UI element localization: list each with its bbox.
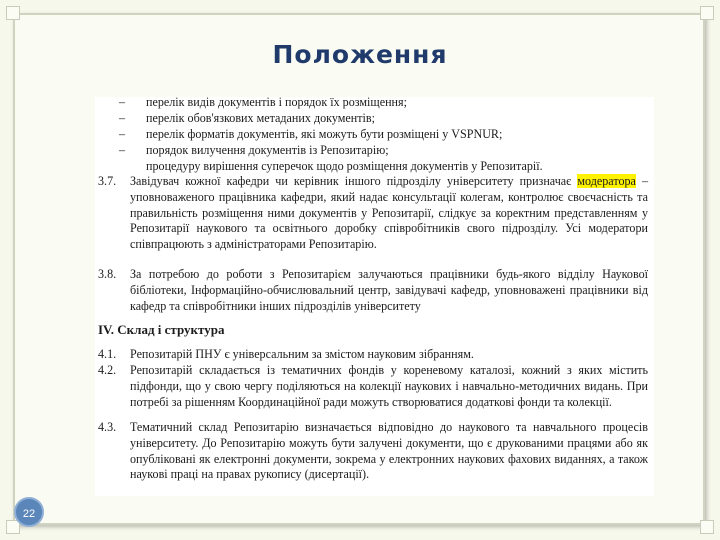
section-heading: IV. Склад і структура (98, 322, 225, 337)
paragraph-number: 4.3. (98, 420, 117, 434)
frame-corner-top-left (6, 6, 20, 20)
paragraph-number: 3.8. (98, 267, 117, 281)
frame-corner-top-right (700, 6, 714, 20)
paragraph-number: 3.7. (98, 174, 117, 188)
slide-title: Положення (272, 40, 448, 69)
paragraph-number: 4.2. (98, 363, 117, 377)
frame-corner-bottom-right (700, 520, 714, 534)
page-number-badge: 22 (14, 497, 44, 527)
paragraph-3-7: Завідувач кожної кафедри чи керівник іншого підрозділу університету призначає модератора – уповноваженого працівника кафедри, який надає консультації колегам, контролює своєчасність та правильність розміщення ними документів у Репозитарії, слідкує за коректним представленням у Репозитарії наукового та освітнього доробку співробітників свого підрозділу. Усі модератори співпрацюють з адміністраторами Репозитарію. (130, 174, 648, 252)
paragraph-3-8: За потребою до роботи з Репозитарієм залучаються працівники будь-якого відділу Наукової бібліотеки, Інформаційно-обчислювальний центр, завідувачі кафедр, уповноважені працівники від кафедр та співробітники інших підрозділів університету (130, 267, 648, 313)
paragraph-4-2: Репозитарій складається із тематичних фондів у кореневому каталозі, кожний з яких містить підфонди, що у свою чергу поділяються на колекції наукових і навчально-методичних видань. При потребі за рішенням Координаційної ради можуть створюватися додаткові фонди та колекції. (130, 363, 648, 409)
document-scan: – перелік видів документів і порядок їх розміщення; – перелік обов'язкових метаданих документів; – перелік форматів документів, які можуть бути розміщені у VSPNUR; – порядок вилучення документів із Репозитарію; процедуру вирішення суперечок щодо розміщення документів у Репозитарії. 3.7. Завідувач кожної кафедри чи керівник іншого підрозділу університету призначає модератора – уповноваженого працівника кафедри, який надає консультації колегам, контролює своєчасність та правильність розміщення ними документів у Репозитарії, слідкує за коректним представленням у Репозитарії наукового та освітнього доробку співробітників свого підрозділу. Усі модератори співпрацюють з адміністраторами Репозитарію. 3.8. За потребою до роботи з Репозитарієм залучаються працівники будь-якого відділу Наукової бібліотеки, Інформаційно-обчислювальний центр, завідувачі кафедр, уповноважені працівники від кафедр та співробітники інших підрозділів університету IV. Склад і структура 4.1. Репозитарій ПНУ є універсальним за змістом науковим зібранням. 4.2. Репозитарій складається із тематичних фондів у кореневому каталозі, кожний з яких містить підфонди, що у свою чергу поділяються на колекції наукових і навчально-методичних видань. При потребі за рішенням Координаційної ради можуть створюватися додаткові фонди та колекції. 4.3. Тематичний склад Репозитарію визначається відповідно до наукового та навчального процесів університету. До Репозитарію можуть бути залучені документи, що є друкованими працями або як опубліковані як електронні документи, зокрема у електронних наукових фахових виданнях, а також наукові праці на правах рукопису (дисертації). (95, 97, 654, 496)
highlighted-term: модератора (577, 174, 636, 188)
paragraph-number: 4.1. (98, 347, 117, 361)
paragraph-4-1: Репозитарій ПНУ є універсальним за змістом науковим зібранням. (130, 347, 474, 361)
paragraph-4-3: Тематичний склад Репозитарію визначається відповідно до наукового та навчального процесів університету. До Репозитарію можуть бути залучені документи, що є друкованими працями або як опубліковані як електронні документи, зокрема у електронних наукових фахових виданнях, а також наукові праці на правах рукопису (дисертації). (130, 420, 648, 482)
